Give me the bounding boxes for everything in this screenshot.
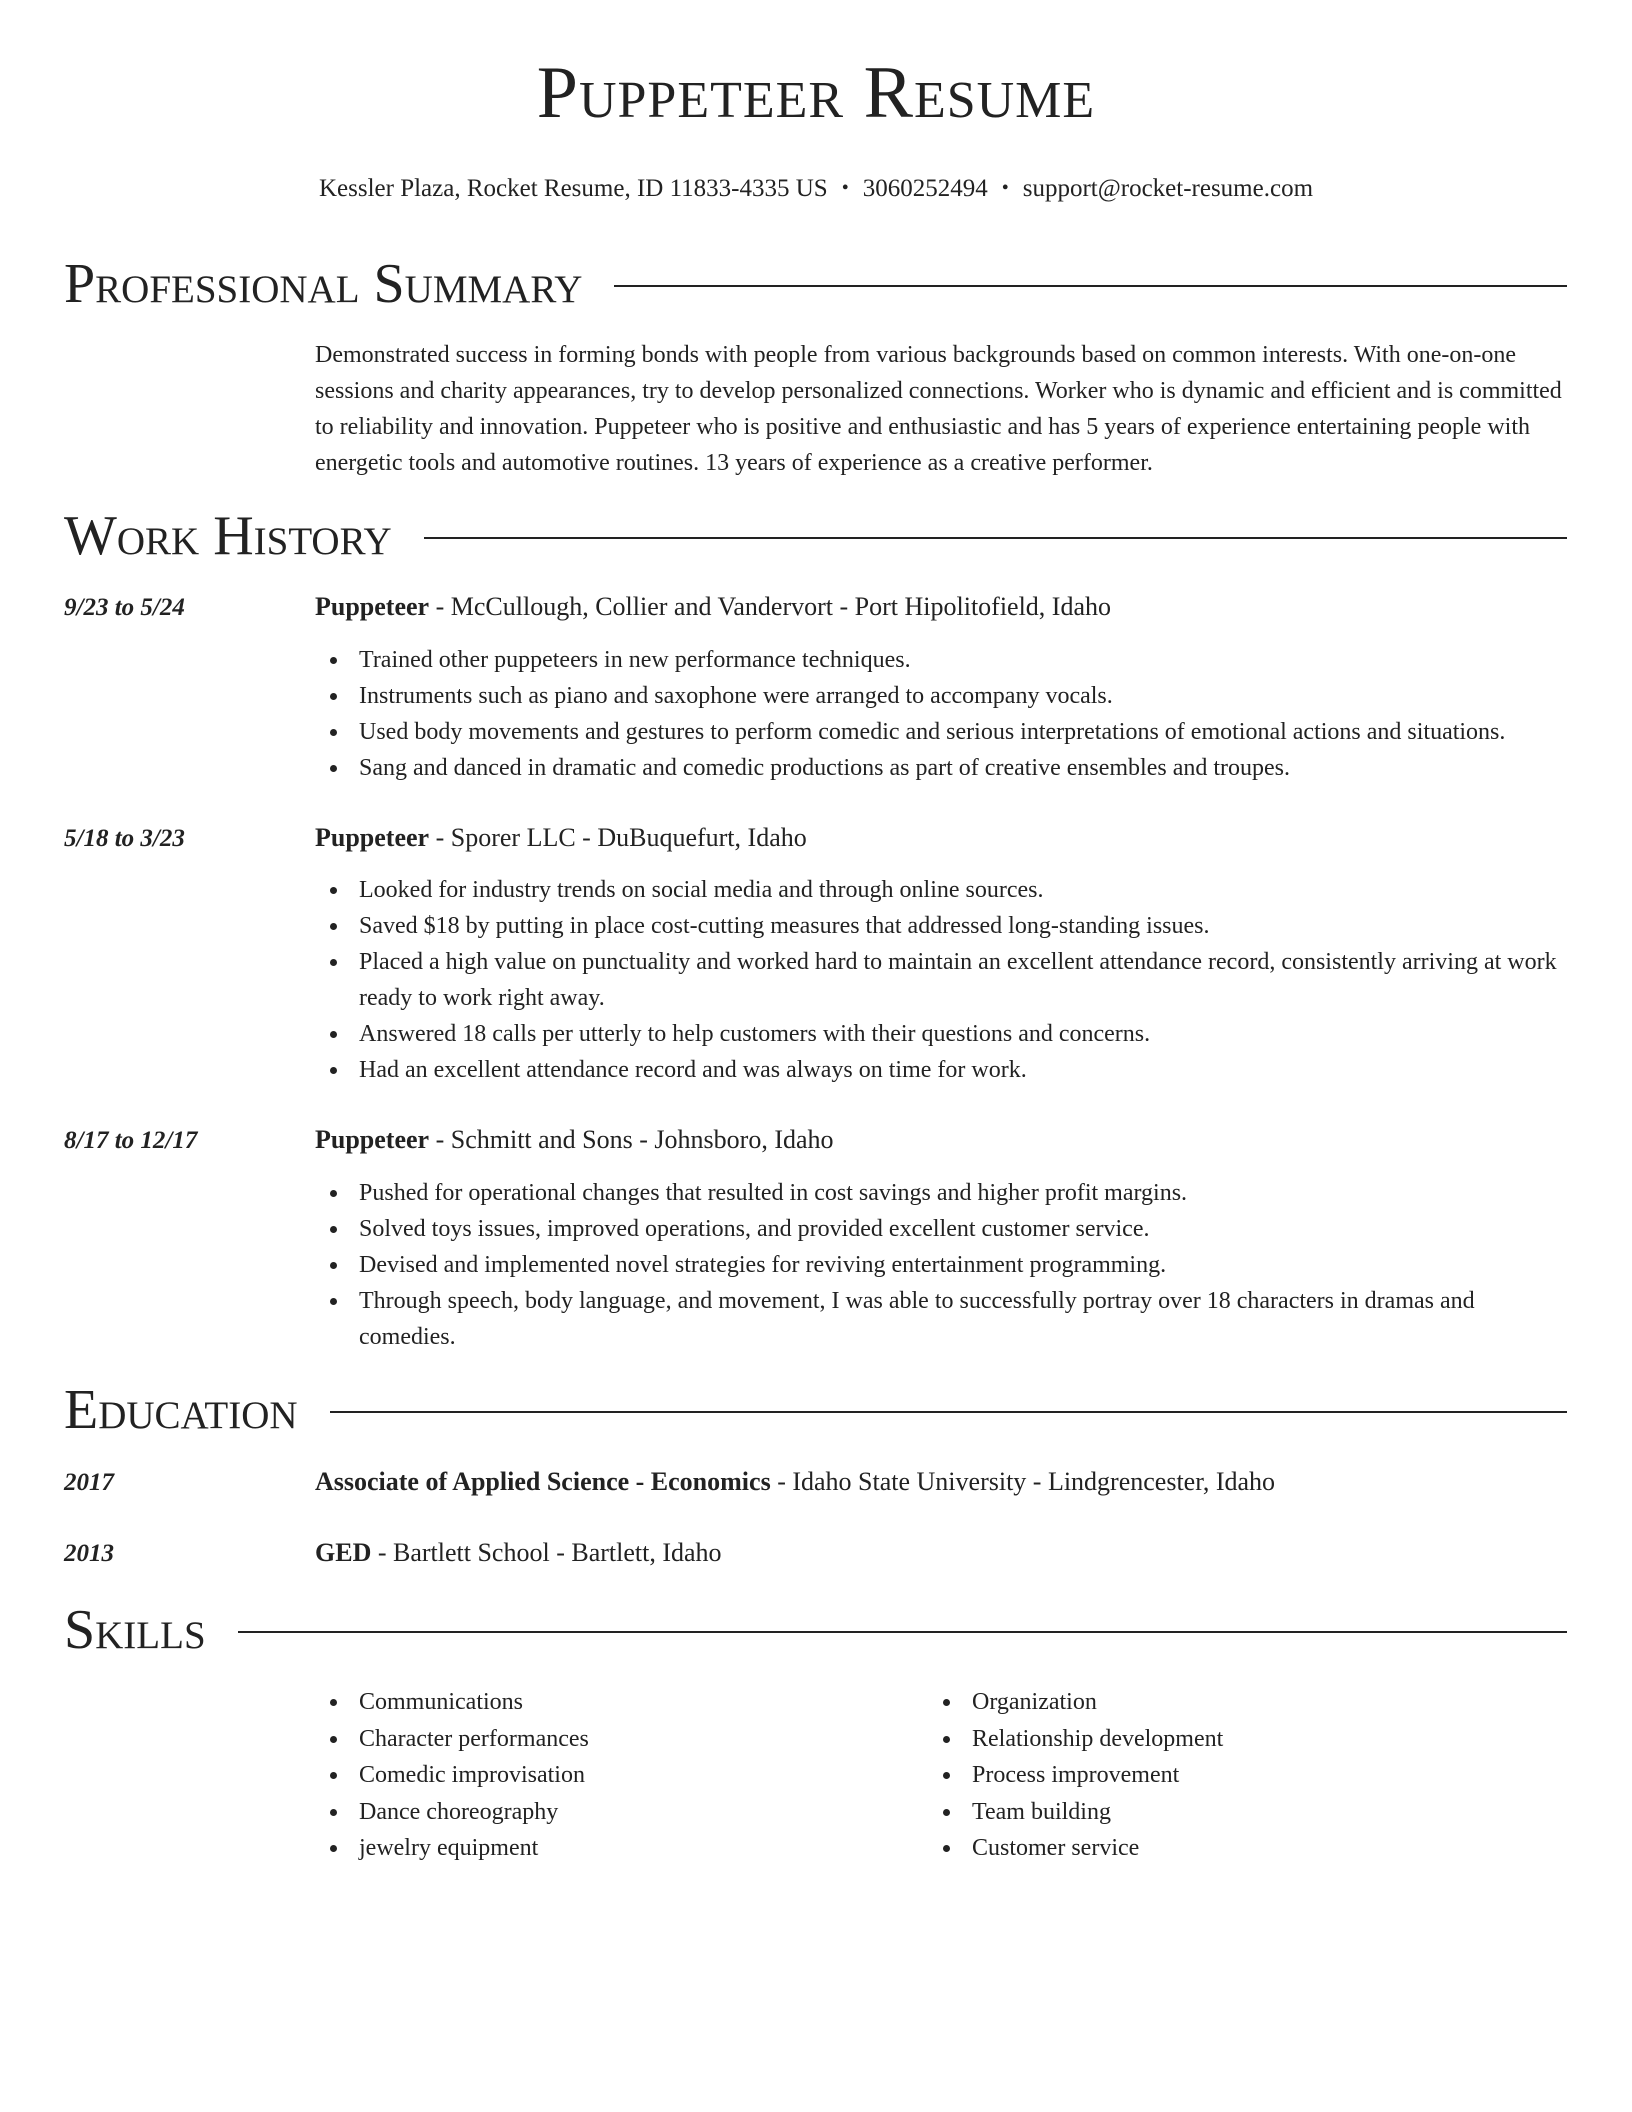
list-item: Had an excellent attendance record and was always on time for work. bbox=[315, 1052, 1568, 1088]
job-dates: 8/17 to 12/17 bbox=[64, 1127, 198, 1154]
list-item: Trained other puppeteers in new performance techniques. bbox=[315, 642, 1568, 678]
email: support@rocket-resume.com bbox=[1022, 175, 1314, 202]
job-details: - Schmitt and Sons - Johnsboro, Idaho bbox=[429, 1125, 834, 1154]
skills-list-right bbox=[928, 1684, 1488, 1867]
list-item: Looked for industry trends on social media and through online sources. bbox=[315, 872, 1568, 908]
skill-item: jewelry equipment bbox=[315, 1830, 875, 1867]
address: Kessler Plaza, Rocket Resume, ID 11833-4335 US bbox=[318, 175, 828, 202]
education-details: - Bartlett School - Bartlett, Idaho bbox=[371, 1538, 722, 1567]
section-divider bbox=[330, 1411, 1567, 1413]
job-details: - McCullough, Collier and Vandervort - Port Hipolitofield, Idaho bbox=[429, 592, 1112, 621]
education-details: - Idaho State University - Lindgrencester, Idaho bbox=[770, 1467, 1276, 1496]
section-heading-work-history bbox=[64, 506, 1567, 566]
skill-item: Comedic improvisation bbox=[315, 1757, 875, 1794]
section-divider bbox=[614, 285, 1567, 287]
education-entry bbox=[315, 1469, 1275, 1495]
list-item: Used body movements and gestures to perform comedic and serious interpretations of emotional actions and situations. bbox=[315, 714, 1568, 750]
skill-item: Customer service bbox=[928, 1830, 1488, 1867]
skill-item: Process improvement bbox=[928, 1757, 1488, 1794]
skill-item: Team building bbox=[928, 1794, 1488, 1831]
section-title: Skills bbox=[64, 1599, 206, 1661]
education-degree: GED bbox=[315, 1538, 372, 1567]
list-item: Devised and implemented novel strategies for reviving entertainment programming. bbox=[315, 1247, 1568, 1283]
list-item: Through speech, body language, and movement, I was able to successfully portray over 18 characters in dramas and comedies. bbox=[315, 1283, 1568, 1355]
section-title: Work History bbox=[64, 505, 392, 567]
section-heading-skills bbox=[64, 1600, 1567, 1660]
list-item: Instruments such as piano and saxophone were arranged to accompany vocals. bbox=[315, 678, 1568, 714]
job-heading bbox=[315, 825, 807, 851]
section-title: Education bbox=[64, 1379, 298, 1441]
skill-item: Character performances bbox=[315, 1721, 875, 1758]
job-heading bbox=[315, 1127, 834, 1153]
job-title: Puppeteer bbox=[315, 823, 430, 852]
job-bullets bbox=[315, 642, 1568, 786]
job-bullets bbox=[315, 872, 1568, 1088]
resume-title: Puppeteer Resume bbox=[536, 52, 1096, 134]
summary-paragraph: Demonstrated success in forming bonds with people from various backgrounds based on common interests. With one-on-one sessions and charity appearances, try to develop personalized connections. Worker who is dynamic and efficient and is committed to reliability and innovation. Puppeteer who is positive and enthusiastic and has 5 years of experience entertaining people with energetic tools and automotive routines. 13 years of experience as a creative performer. bbox=[315, 342, 1562, 476]
contact-line bbox=[0, 176, 1632, 201]
list-item: Answered 18 calls per utterly to help customers with their questions and concerns. bbox=[315, 1016, 1568, 1052]
skills-list-left bbox=[315, 1684, 875, 1867]
skill-item: Communications bbox=[315, 1684, 875, 1721]
list-item: Saved $18 by putting in place cost-cutting measures that addressed long-standing issues. bbox=[315, 908, 1568, 944]
contact-separator: • bbox=[841, 177, 849, 199]
section-divider bbox=[238, 1631, 1567, 1633]
education-entry bbox=[315, 1540, 722, 1566]
job-heading bbox=[315, 594, 1111, 620]
education-year: 2017 bbox=[64, 1469, 114, 1496]
education-year: 2013 bbox=[64, 1540, 114, 1567]
section-heading-summary bbox=[64, 254, 1567, 314]
skill-item: Organization bbox=[928, 1684, 1488, 1721]
job-title: Puppeteer bbox=[315, 1125, 430, 1154]
job-title: Puppeteer bbox=[315, 592, 430, 621]
list-item: Solved toys issues, improved operations, and provided excellent customer service. bbox=[315, 1211, 1568, 1247]
section-heading-education bbox=[64, 1380, 1567, 1440]
skill-item: Dance choreography bbox=[315, 1794, 875, 1831]
job-dates: 5/18 to 3/23 bbox=[64, 825, 185, 852]
skill-item: Relationship development bbox=[928, 1721, 1488, 1758]
section-title: Professional Summary bbox=[64, 253, 583, 315]
job-dates: 9/23 to 5/24 bbox=[64, 594, 185, 621]
contact-separator: • bbox=[1001, 177, 1009, 199]
education-degree: Associate of Applied Science - Economics bbox=[315, 1467, 771, 1496]
list-item: Placed a high value on punctuality and worked hard to maintain an excellent attendance record, consistently arriving at work ready to work right away. bbox=[315, 944, 1568, 1016]
phone: 3060252494 bbox=[862, 175, 988, 202]
job-bullets bbox=[315, 1175, 1568, 1355]
section-divider bbox=[424, 537, 1567, 539]
list-item: Sang and danced in dramatic and comedic productions as part of creative ensembles and troupes. bbox=[315, 750, 1568, 786]
job-details: - Sporer LLC - DuBuquefurt, Idaho bbox=[429, 823, 807, 852]
list-item: Pushed for operational changes that resulted in cost savings and higher profit margins. bbox=[315, 1175, 1568, 1211]
